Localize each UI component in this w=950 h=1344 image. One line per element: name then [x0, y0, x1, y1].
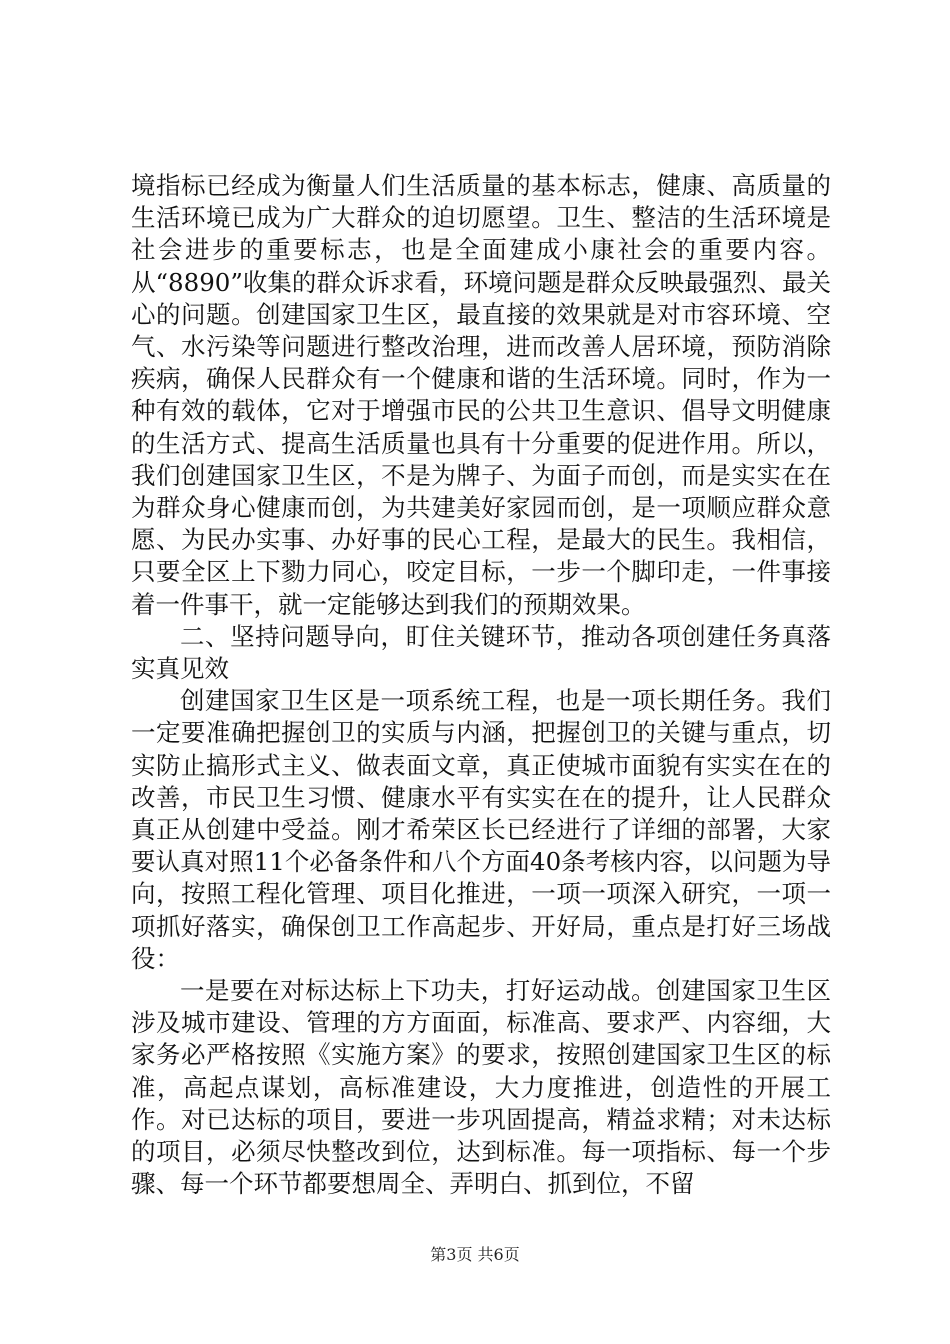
paragraph-1: 境指标已经成为衡量人们生活质量的基本标志，健康、高质量的生活环境已成为广大群众的迫切愿望。卫生、整洁的生活环境是社会进步的重要标志，也是全面建成小康社会的重要内容。从“8890”收集的群众诉求看，环境问题是群众反映最强烈、最关心的问题。创建国家卫生区，最直接的效果就是对市容环境、空气、水污染等问题进行整改治理，进而改善人居环境，预防消除疾病，确保人民群众有一个健康和谐的生活环境。同时，作为一种有效的载体，它对于增强市民的公共卫生意识、倡导文明健康的生活方式、提高生活质量也具有十分重要的促进作用。所以，我们创建国家卫生区，不是为牌子、为面子而创，而是实实在在为群众身心健康而创，为共建美好家园而创，是一项顺应群众意愿、为民办实事、办好事的民心工程，是最大的民生。我相信，只要全区上下勠力同心，咬定目标，一步一个脚印走，一件事接着一件事干，就一定能够达到我们的预期效果。	[131, 171, 831, 619]
page-number-footer: 第3页 共6页	[430, 1245, 520, 1264]
paragraph-4: 一是要在对标达标上下功夫，打好运动战。创建国家卫生区涉及城市建设、管理的方方面面，标准高、要求严、内容细，大家务必严格按照《实施方案》的要求，按照创建国家卫生区的标准，高起点谋划，高标准建设，大力度推进，创造性的开展工作。对已达标的项目，要进一步巩固提高，精益求精；对未达标的项目，必须尽快整改到位，达到标准。每一项指标、每一个步骤、每一个环节都要想周全、弄明白、抓到位，不留	[131, 976, 831, 1199]
paragraph-3: 创建国家卫生区是一项系统工程，也是一项长期任务。我们一定要准确把握创卫的实质与内涵，把握创卫的关键与重点，切实防止搞形式主义、做表面文章，真正使城市面貌有实实在在的改善，市民卫生习惯、健康水平有实实在在的提升，让人民群众真正从创建中受益。刚才希荣区长已经进行了详细的部署，大家要认真对照11个必备条件和八个方面40条考核内容，以问题为导向，按照工程化管理、项目化推进，一项一项深入研究，一项一项抓好落实，确保创卫工作高起步、开好局，重点是打好三场战役：	[131, 686, 831, 973]
section-heading-2: 二、坚持问题导向，盯住关键环节，推动各项创建任务真落实真见效	[131, 621, 831, 684]
document-body	[131, 170, 831, 1201]
